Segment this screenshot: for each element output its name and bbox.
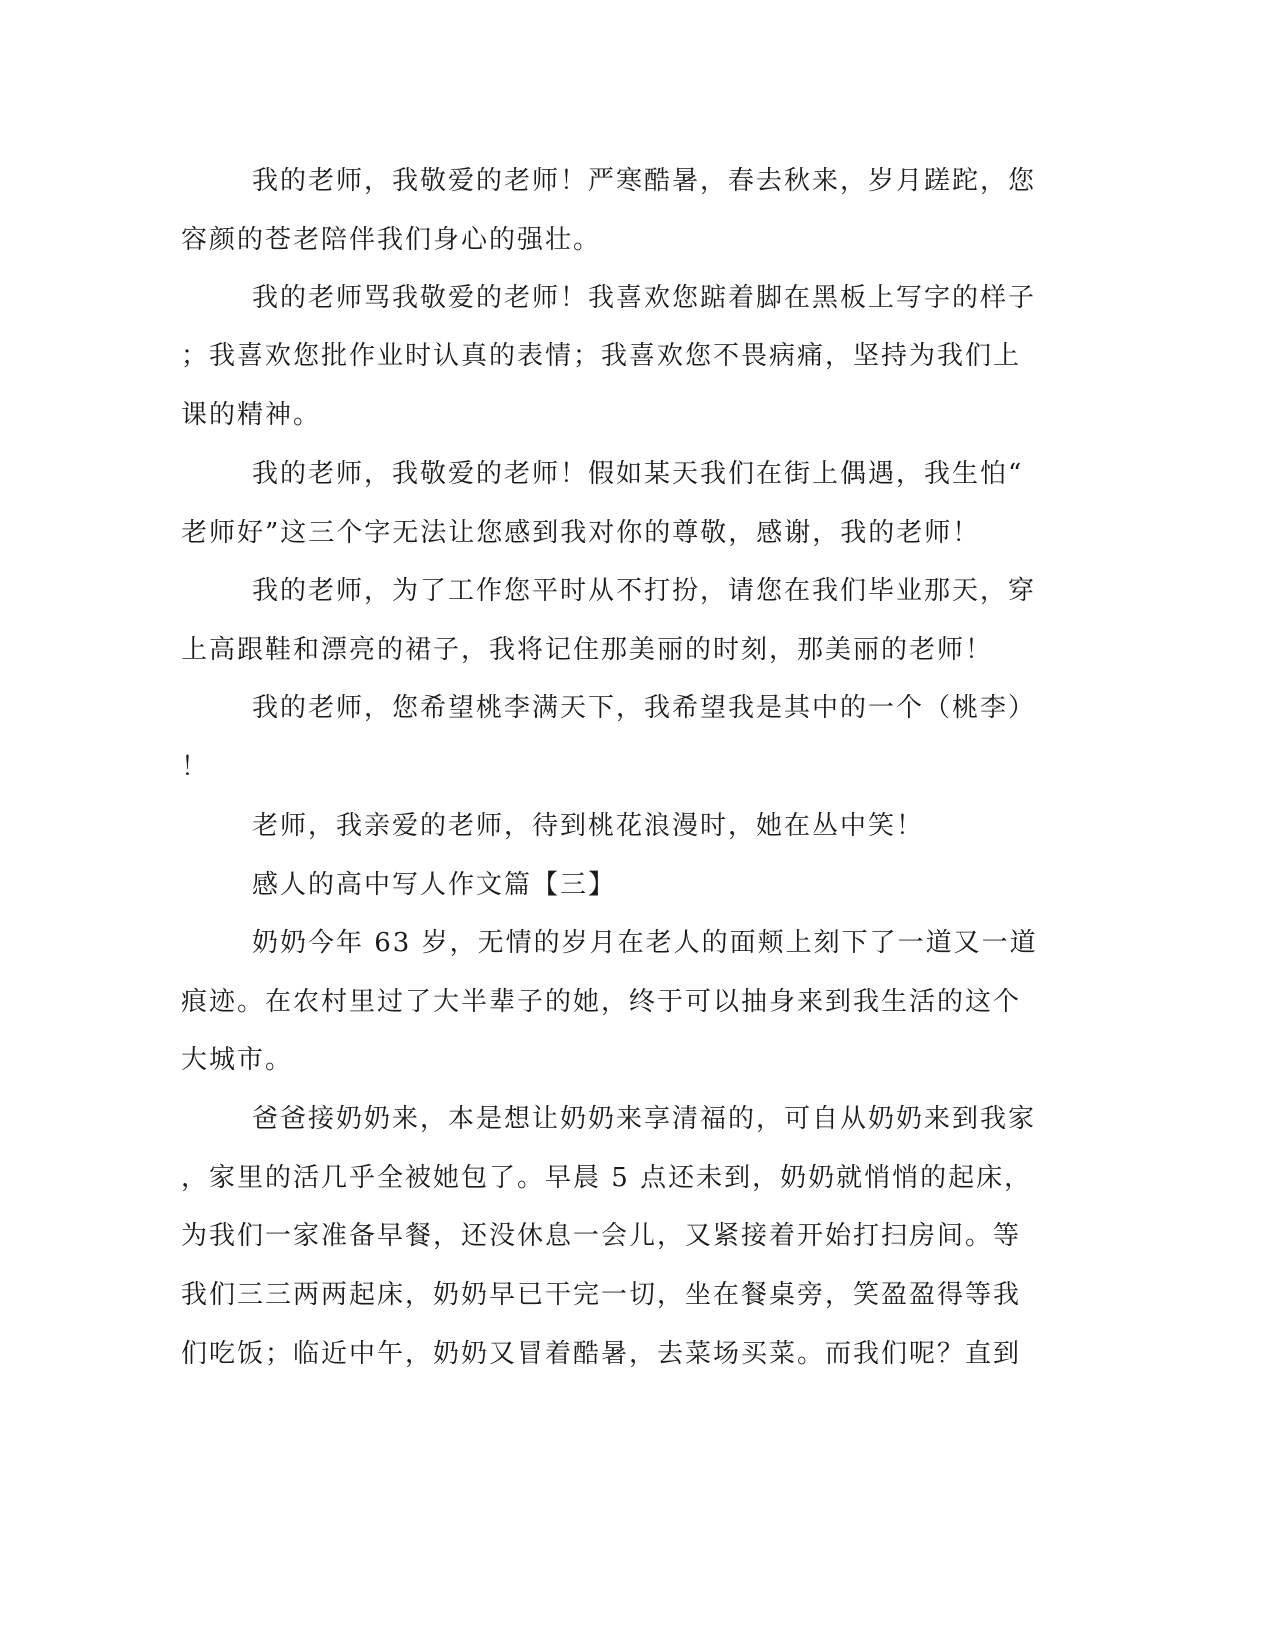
text-line: 我的老师骂我敬爱的老师！我喜欢您踮着脚在黑板上写字的样子 xyxy=(252,283,1037,313)
text-line: 大城市。 xyxy=(181,1045,294,1075)
text-line: 为我们一家准备早餐，还没休息一会儿，又紧接着开始打扫房间。等 xyxy=(181,1221,1022,1251)
text-line: ；我喜欢您批作业时认真的表情；我喜欢您不畏病痛，坚持为我们上 xyxy=(181,341,1022,371)
text-line: ，家里的活几乎全被她包了。早晨 5 点还未到，奶奶就悄悄的起床， xyxy=(181,1163,1033,1193)
text-line: 容颜的苍老陪伴我们身心的强壮。 xyxy=(181,225,602,255)
text-line: 奶奶今年 63 岁，无情的岁月在老人的面颊上刻下了一道又一道 xyxy=(252,928,1038,958)
text-line: 课的精神。 xyxy=(181,400,322,430)
text-line: 我的老师，我敬爱的老师！严寒酷暑，春去秋来，岁月蹉跎，您 xyxy=(252,166,1037,196)
text-line: 我的老师，为了工作您平时从不打扮，请您在我们毕业那天，穿 xyxy=(252,576,1037,606)
text-line: 上高跟鞋和漂亮的裙子，我将记住那美丽的时刻，那美丽的老师！ xyxy=(181,635,994,665)
text-line: 我们三三两两起床，奶奶早已干完一切，坐在餐桌旁，笑盈盈得等我 xyxy=(181,1280,1022,1310)
text-line: 痕迹。在农村里过了大半辈子的她，终于可以抽身来到我生活的这个 xyxy=(181,987,1022,1017)
text-line: 我的老师，您希望桃李满天下，我希望我是其中的一个（桃李） xyxy=(252,693,1037,723)
text-line: 我的老师，我敬爱的老师！假如某天我们在街上偶遇，我生怕“ xyxy=(252,459,1024,489)
text-line: 老师好”这三个字无法让您感到我对你的尊敬，感谢，我的老师！ xyxy=(181,518,981,548)
section-heading: 感人的高中写人作文篇【三】 xyxy=(252,870,617,900)
text-line: 老师，我亲爱的老师，待到桃花浪漫时，她在丛中笑！ xyxy=(252,811,925,841)
text-line: 们吃饭；临近中午，奶奶又冒着酷暑，去菜场买菜。而我们呢？直到 xyxy=(181,1339,1022,1369)
text-line: ！ xyxy=(181,752,210,782)
text-line: 爸爸接奶奶来，本是想让奶奶来享清福的，可自从奶奶来到我家 xyxy=(252,1104,1037,1134)
